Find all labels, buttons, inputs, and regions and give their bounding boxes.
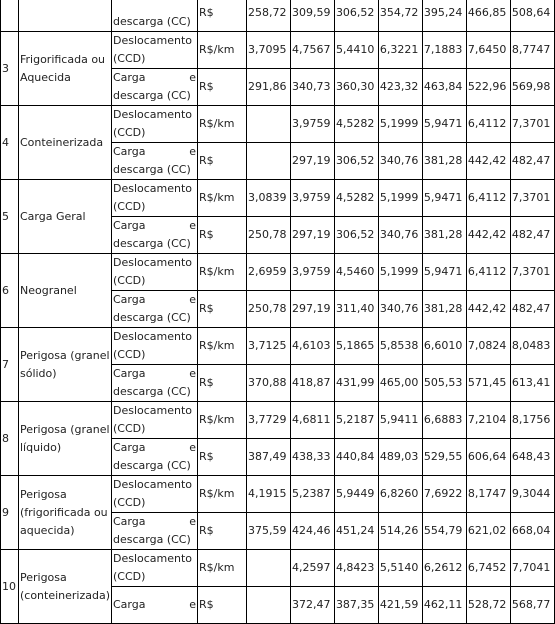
- value-cell: 6,6883: [422, 402, 466, 439]
- row-number-cell: 6: [1, 254, 19, 328]
- description-cell: [112, 69, 198, 106]
- unit-cell: R$: [197, 513, 246, 550]
- cargo-type-cell: Perigosa (granel sólido): [18, 328, 111, 402]
- value-cell: 306,52: [334, 217, 378, 254]
- value-cell: 505,53: [422, 365, 466, 402]
- value-cell: 571,45: [466, 365, 510, 402]
- value-cell: 354,72: [378, 0, 422, 32]
- value-cell: 4,5282: [334, 180, 378, 217]
- value-cell: 528,72: [466, 587, 510, 624]
- unit-cell: R$/km: [197, 254, 246, 291]
- value-cell: 6,2612: [422, 550, 466, 587]
- value-cell: 311,40: [334, 291, 378, 328]
- description-line-justified: [113, 217, 196, 235]
- value-cell: 5,1999: [378, 254, 422, 291]
- unit-cell: R$: [197, 291, 246, 328]
- value-cell: 250,78: [246, 217, 290, 254]
- value-cell: 4,2597: [290, 550, 334, 587]
- value-cell: 309,59: [290, 0, 334, 32]
- table-row: [1, 550, 555, 587]
- unit-cell: R$/km: [197, 550, 246, 587]
- description-line: (CCD): [113, 570, 146, 583]
- description-line-justified: [113, 291, 196, 309]
- value-cell: 5,1999: [378, 180, 422, 217]
- value-cell: 421,59: [378, 587, 422, 624]
- description-line: descarga (CC): [113, 163, 191, 176]
- value-cell: 5,9411: [378, 402, 422, 439]
- value-cell: 7,3701: [510, 106, 554, 143]
- value-cell: 7,3701: [510, 254, 554, 291]
- description-line: descarga (CC): [113, 89, 191, 102]
- value-cell: 424,46: [290, 513, 334, 550]
- value-cell: 5,2187: [334, 402, 378, 439]
- cargo-type-cell: Perigosa (conteinerizada): [18, 550, 111, 624]
- value-cell: 5,4410: [334, 32, 378, 69]
- description-line-justified: [113, 513, 196, 531]
- unit-cell: R$/km: [197, 476, 246, 513]
- description-line: [113, 291, 196, 309]
- description-word: e: [189, 441, 196, 454]
- description-line: descarga (CC): [113, 459, 191, 472]
- value-cell: 297,19: [290, 143, 334, 180]
- table-row: [1, 180, 555, 217]
- description-word: Carga: [113, 145, 146, 158]
- description-line: descarga (CC): [113, 311, 191, 324]
- value-cell: 5,2387: [290, 476, 334, 513]
- value-cell: 621,02: [466, 513, 510, 550]
- value-cell: 482,47: [510, 143, 554, 180]
- value-cell: 7,3701: [510, 180, 554, 217]
- value-cell: 3,9759: [290, 106, 334, 143]
- value-cell: 2,6959: [246, 254, 290, 291]
- description-line: (CCD): [113, 200, 146, 213]
- value-cell: 4,7567: [290, 32, 334, 69]
- description-word: e: [189, 598, 196, 611]
- description-line: [113, 217, 196, 235]
- description-line: Deslocamento: [113, 552, 193, 565]
- row-number-cell: 8: [1, 402, 19, 476]
- description-line: Deslocamento: [113, 108, 193, 121]
- unit-cell: R$/km: [197, 32, 246, 69]
- description-cell: [112, 328, 198, 365]
- value-cell: 291,86: [246, 69, 290, 106]
- value-cell: 442,42: [466, 217, 510, 254]
- value-cell: 7,1883: [422, 32, 466, 69]
- value-cell: 442,42: [466, 143, 510, 180]
- value-cell: 5,9449: [334, 476, 378, 513]
- unit-cell: R$: [197, 143, 246, 180]
- cargo-type-cell: Perigosa (frigorificada ou aquecida): [18, 476, 111, 550]
- value-cell: 5,5140: [378, 550, 422, 587]
- description-line: (CCD): [113, 274, 146, 287]
- description-cell: [112, 476, 198, 513]
- value-cell: 6,4112: [466, 106, 510, 143]
- value-cell: 569,98: [510, 69, 554, 106]
- value-cell: 5,1865: [334, 328, 378, 365]
- value-cell: 482,47: [510, 291, 554, 328]
- description-cell: [112, 32, 198, 69]
- value-cell: 9,3044: [510, 476, 554, 513]
- description-word: Carga: [113, 598, 146, 611]
- table-row: [1, 106, 555, 143]
- value-cell: 4,5460: [334, 254, 378, 291]
- value-cell: 8,1747: [466, 476, 510, 513]
- value-cell: [246, 587, 290, 624]
- description-cell: [112, 180, 198, 217]
- description-line: (CCD): [113, 126, 146, 139]
- description-word: Carga: [113, 219, 146, 232]
- description-line: descarga (CC): [113, 533, 191, 546]
- value-cell: 340,73: [290, 69, 334, 106]
- value-cell: 3,9759: [290, 254, 334, 291]
- value-cell: 6,6010: [422, 328, 466, 365]
- description-line: [113, 513, 196, 531]
- description-line: [113, 365, 196, 383]
- unit-cell: R$: [197, 217, 246, 254]
- description-line-justified: [113, 596, 196, 614]
- value-cell: 5,8538: [378, 328, 422, 365]
- value-cell: 3,7125: [246, 328, 290, 365]
- value-cell: 7,6450: [466, 32, 510, 69]
- description-cell: [112, 365, 198, 402]
- value-cell: 423,32: [378, 69, 422, 106]
- value-cell: 3,7729: [246, 402, 290, 439]
- value-cell: 8,1756: [510, 402, 554, 439]
- value-cell: [246, 550, 290, 587]
- description-word: e: [189, 71, 196, 84]
- value-cell: 372,47: [290, 587, 334, 624]
- unit-cell: R$: [197, 439, 246, 476]
- value-cell: 529,55: [422, 439, 466, 476]
- description-line-justified: [113, 439, 196, 457]
- value-cell: 4,6103: [290, 328, 334, 365]
- description-line: (CCD): [113, 422, 146, 435]
- value-cell: 7,0824: [466, 328, 510, 365]
- value-cell: 381,28: [422, 291, 466, 328]
- value-cell: 522,96: [466, 69, 510, 106]
- unit-cell: R$: [197, 69, 246, 106]
- value-cell: 451,24: [334, 513, 378, 550]
- description-word: e: [189, 219, 196, 232]
- description-word: Carga: [113, 71, 146, 84]
- table-row: [1, 254, 555, 291]
- value-cell: 489,03: [378, 439, 422, 476]
- value-cell: 648,43: [510, 439, 554, 476]
- value-cell: 381,28: [422, 143, 466, 180]
- row-number-cell: 3: [1, 32, 19, 106]
- value-cell: 250,78: [246, 291, 290, 328]
- value-cell: 375,59: [246, 513, 290, 550]
- value-cell: 387,49: [246, 439, 290, 476]
- description-line: Deslocamento: [113, 34, 193, 47]
- description-cell: [112, 291, 198, 328]
- value-cell: 568,77: [510, 587, 554, 624]
- value-cell: 431,99: [334, 365, 378, 402]
- description-word: Carga: [113, 515, 146, 528]
- value-cell: 5,1999: [378, 106, 422, 143]
- cargo-type-cell: Conteinerizada: [18, 106, 111, 180]
- description-line: [113, 439, 196, 457]
- unit-cell: R$: [197, 365, 246, 402]
- value-cell: 4,6811: [290, 402, 334, 439]
- description-line: Deslocamento: [113, 182, 193, 195]
- value-cell: 440,84: [334, 439, 378, 476]
- description-line-justified: [113, 69, 196, 87]
- value-cell: 297,19: [290, 291, 334, 328]
- table-row: [1, 328, 555, 365]
- value-cell: 387,35: [334, 587, 378, 624]
- description-word: e: [189, 515, 196, 528]
- description-word: e: [189, 367, 196, 380]
- description-cell: [112, 550, 198, 587]
- description-word: e: [189, 293, 196, 306]
- value-cell: 306,52: [334, 143, 378, 180]
- table-row: [1, 32, 555, 69]
- value-cell: 554,79: [422, 513, 466, 550]
- value-cell: 466,85: [466, 0, 510, 32]
- cargo-type-cell: Carga Geral: [18, 180, 111, 254]
- value-cell: 5,9471: [422, 180, 466, 217]
- value-cell: 381,28: [422, 217, 466, 254]
- value-cell: 6,4112: [466, 180, 510, 217]
- value-cell: 668,04: [510, 513, 554, 550]
- value-cell: 606,64: [466, 439, 510, 476]
- value-cell: 442,42: [466, 291, 510, 328]
- unit-cell: R$/km: [197, 328, 246, 365]
- description-cell: [112, 439, 198, 476]
- description-line: (CCD): [113, 496, 146, 509]
- value-cell: 306,52: [334, 0, 378, 32]
- description-cell: [112, 106, 198, 143]
- value-cell: 438,33: [290, 439, 334, 476]
- value-cell: 6,4112: [466, 254, 510, 291]
- value-cell: 465,00: [378, 365, 422, 402]
- row-number-cell: 7: [1, 328, 19, 402]
- value-cell: 8,7747: [510, 32, 554, 69]
- value-cell: 340,76: [378, 217, 422, 254]
- value-cell: 5,9471: [422, 106, 466, 143]
- value-cell: 418,87: [290, 365, 334, 402]
- unit-cell: R$: [197, 587, 246, 624]
- value-cell: 463,84: [422, 69, 466, 106]
- description-cell: [112, 0, 198, 32]
- value-cell: 482,47: [510, 217, 554, 254]
- value-cell: [246, 106, 290, 143]
- value-cell: 370,88: [246, 365, 290, 402]
- description-line: [113, 596, 196, 614]
- unit-cell: R$/km: [197, 180, 246, 217]
- description-line: Deslocamento: [113, 256, 193, 269]
- value-cell: 6,3221: [378, 32, 422, 69]
- description-line: descarga (CC): [113, 15, 191, 28]
- row-number-cell: 9: [1, 476, 19, 550]
- unit-cell: R$/km: [197, 402, 246, 439]
- row-number-cell: [1, 0, 19, 32]
- description-word: Carga: [113, 367, 146, 380]
- cargo-type-cell: Perigosa (granel líquido): [18, 402, 111, 476]
- description-line: descarga (CC): [113, 385, 191, 398]
- table-body: [1, 0, 555, 624]
- description-line: [113, 143, 196, 161]
- value-cell: 8,0483: [510, 328, 554, 365]
- row-number-cell: 5: [1, 180, 19, 254]
- value-cell: 462,11: [422, 587, 466, 624]
- description-word: e: [189, 145, 196, 158]
- description-cell: [112, 513, 198, 550]
- description-line: Deslocamento: [113, 330, 193, 343]
- value-cell: 340,76: [378, 143, 422, 180]
- description-line: (CCD): [113, 52, 146, 65]
- value-cell: 297,19: [290, 217, 334, 254]
- description-line: Deslocamento: [113, 404, 193, 417]
- unit-cell: R$/km: [197, 106, 246, 143]
- description-word: Carga: [113, 293, 146, 306]
- value-cell: 4,5282: [334, 106, 378, 143]
- value-cell: 7,2104: [466, 402, 510, 439]
- value-cell: 4,8423: [334, 550, 378, 587]
- cargo-type-cell: Frigorificada ou Aquecida: [18, 32, 111, 106]
- table-row: [1, 476, 555, 513]
- value-cell: 3,7095: [246, 32, 290, 69]
- value-cell: [246, 143, 290, 180]
- description-line-justified: [113, 365, 196, 383]
- value-cell: 508,64: [510, 0, 554, 32]
- value-cell: 613,41: [510, 365, 554, 402]
- description-line: [113, 69, 196, 87]
- value-cell: 5,9471: [422, 254, 466, 291]
- value-cell: 360,30: [334, 69, 378, 106]
- value-cell: 3,9759: [290, 180, 334, 217]
- row-number-cell: 10: [1, 550, 19, 624]
- value-cell: 3,0839: [246, 180, 290, 217]
- unit-cell: R$: [197, 0, 246, 32]
- description-line: descarga (CC): [113, 237, 191, 250]
- table-row: [1, 402, 555, 439]
- value-cell: 514,26: [378, 513, 422, 550]
- value-cell: 6,8260: [378, 476, 422, 513]
- cargo-type-cell: [18, 0, 111, 32]
- description-line: (CCD): [113, 348, 146, 361]
- description-cell: [112, 143, 198, 180]
- description-cell: [112, 587, 198, 624]
- value-cell: 7,6922: [422, 476, 466, 513]
- description-line: Deslocamento: [113, 478, 193, 491]
- value-cell: 7,7041: [510, 550, 554, 587]
- cargo-type-cell: Neogranel: [18, 254, 111, 328]
- value-cell: 395,24: [422, 0, 466, 32]
- value-cell: 340,76: [378, 291, 422, 328]
- value-cell: 6,7452: [466, 550, 510, 587]
- description-cell: [112, 254, 198, 291]
- table-row: [1, 0, 555, 32]
- value-cell: 4,1915: [246, 476, 290, 513]
- description-cell: [112, 217, 198, 254]
- row-number-cell: 4: [1, 106, 19, 180]
- description-word: Carga: [113, 441, 146, 454]
- description-cell: [112, 402, 198, 439]
- description-line-justified: [113, 143, 196, 161]
- value-cell: 258,72: [246, 0, 290, 32]
